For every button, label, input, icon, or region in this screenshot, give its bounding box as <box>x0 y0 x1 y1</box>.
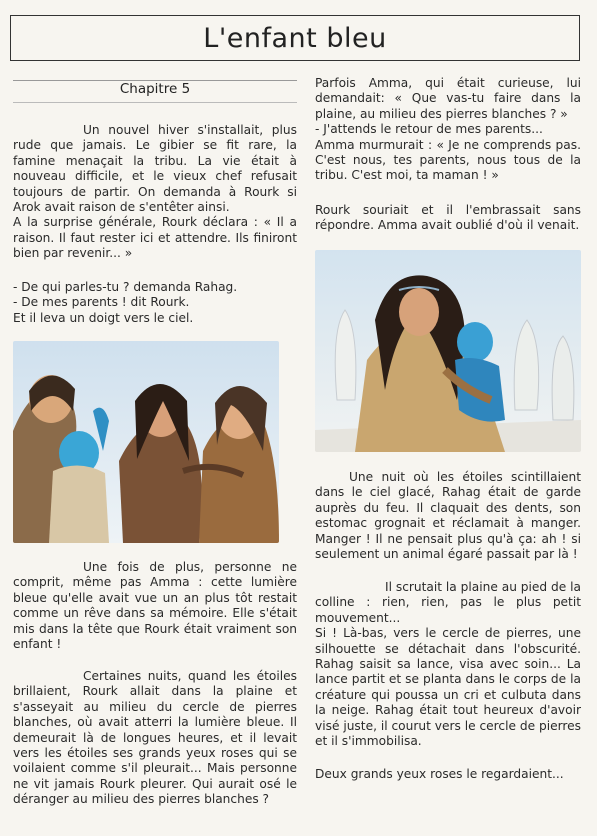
right-text-block-3 <box>315 470 581 562</box>
paragraph: Parfois Amma, qui était curieuse, lui demandait: « Que vas-tu faire dans la plaine, au milieu des pierres blanches ? » <box>315 76 581 121</box>
illustration-amma <box>315 250 581 452</box>
chapter-rule-bottom <box>13 102 297 103</box>
paragraph: Une nuit où les étoiles scintillaient dans le ciel glacé, Rahag était de garde auprès du feu. Il claquait des dents, son estomac grognait et réclamait à manger. Manger ! Il ne pensait plus qu'à ça: ah ! si seulement un animal égaré passait par là ! <box>315 470 581 562</box>
paragraph: A la surprise générale, Rourk déclara : « Il a raison. Il faut rester ici et attendre. Ils finiront bien par revenir... » <box>13 215 297 261</box>
left-text-block-2 <box>13 280 297 326</box>
paragraph: Amma murmurait : « Je ne comprends pas. C'est nous, tes parents, nous tous de la tribu. C'est moi, ta maman ! » <box>315 137 581 183</box>
right-text-block-1 <box>315 76 581 184</box>
paragraph: Certaines nuits, quand les étoiles brillaient, Rourk allait dans la plaine et s'asseyait au milieu du cercle de pierres blanches, où avait atterri la lumière bleue. Il demeurait là de longues heures, et il levait vers les étoiles ses grands yeux roses qui se voilaient comme s'il pleurait... Mais personne ne vit jamais Rourk pleurer. Qui aurait osé le déranger au milieu des pierres blanches ? <box>13 669 297 807</box>
right-text-block-2 <box>315 203 581 234</box>
paragraph: Si ! Là-bas, vers le cercle de pierres, une silhouette se détachait dans l'obscurité. Rahag saisit sa lance, visa avec soin... La lance partit et se planta dans le corps de la créature qui poussa un cri et culbuta dans la neige. Rahag était tout heureux d'avoir visé juste, il courut vers le cercle de pierres et il s'immobilisa. <box>315 626 581 749</box>
page-title: L'enfant bleu <box>10 15 580 61</box>
paragraph: Rourk souriait et il l'embrassait sans répondre. Amma avait oublié d'où il venait. <box>315 203 581 233</box>
left-text-block-3 <box>13 560 297 652</box>
left-text-block-1 <box>13 123 297 262</box>
left-text-block-4 <box>13 669 297 808</box>
paragraph: Un nouvel hiver s'installait, plus rude que jamais. Le gibier se fit rare, la famine menaçait la tribu. La vie était à nouveau difficile, et le vieux chef refusait toujours de partir. On demanda à Rourk si Arok avait raison de s'entêter ainsi. <box>13 123 297 215</box>
illustration-tribe <box>13 341 279 543</box>
dialogue-line: - De mes parents ! dit Rourk. <box>13 295 190 310</box>
paragraph: Il scrutait la plaine au pied de la colline : rien, rien, pas le plus petit mouvement... <box>315 580 581 625</box>
dialogue-line: - J'attends le retour de mes parents... <box>315 122 543 137</box>
dialogue-line: Et il leva un doigt vers le ciel. <box>13 310 194 325</box>
right-text-block-5 <box>315 767 581 782</box>
paragraph: Deux grands yeux roses le regardaient... <box>315 767 564 781</box>
paragraph: Une fois de plus, personne ne comprit, même pas Amma : cette lumière bleue qu'elle avait vue un an plus tôt restait comme un rêve dans sa mémoire. Elle s'était mis dans la tête que Rourk était vraiment son enfant ! <box>13 560 297 652</box>
right-text-block-4 <box>315 580 581 749</box>
dialogue-line: - De qui parles-tu ? demanda Rahag. <box>13 280 238 294</box>
chapter-heading: Chapitre 5 <box>119 81 191 97</box>
